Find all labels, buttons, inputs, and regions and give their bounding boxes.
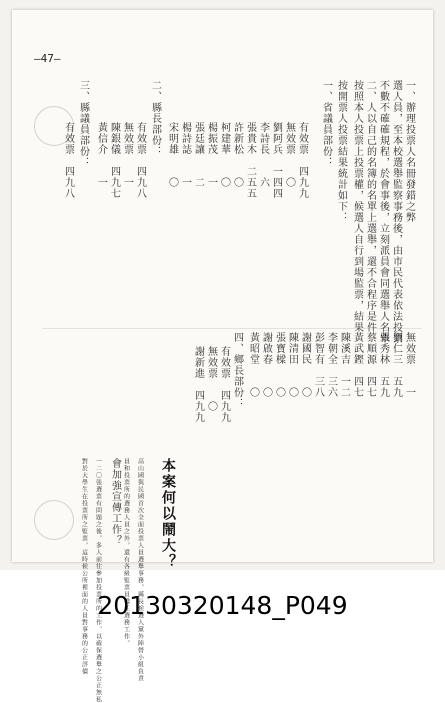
text-column: 張貴木 二五五 bbox=[244, 122, 256, 199]
article-paragraph: 會加強宣傳工作？ bbox=[109, 458, 121, 546]
stamp-mark bbox=[34, 500, 74, 540]
text-column: 一、辦理投票人名冊發錯之弊 bbox=[403, 80, 415, 223]
article-paragraph: 員和投票所的選務人員之外，還有各級監票員擔任選務工作。 bbox=[122, 458, 130, 647]
text-column: 二、縣長部份： bbox=[149, 80, 161, 157]
text-column: 謝啟春 〇 bbox=[260, 332, 272, 398]
text-column: 無效票 一 bbox=[403, 332, 415, 398]
text-column: 謝新進 四九九 bbox=[192, 346, 204, 423]
text-column: 黃武鏗 四七 bbox=[351, 332, 363, 398]
text-column: 張寶樑 〇 bbox=[273, 332, 285, 398]
text-column: 張秀林 五九 bbox=[377, 332, 389, 398]
text-column: 楊振茂 一 bbox=[205, 122, 217, 188]
text-column: 有效票 四九八 bbox=[134, 122, 146, 199]
text-column: 蔡順源 四七 bbox=[364, 332, 376, 398]
text-column: 二、人以自己的名簿的名單上選舉，還不合程序是件 bbox=[364, 80, 376, 333]
article-paragraph: 高山國與民國首次全面投票人員選舉事務，縣長候選人黨外陣營小組負責 bbox=[136, 458, 144, 682]
text-column: 按開票人投票結果統計如下： bbox=[335, 80, 347, 223]
text-column: 選人員，至本校選舉監察事務後，由市民代表依法投票 bbox=[390, 80, 402, 344]
article-paragraph: 對於大學生在投票所之監票，這時候公所裡面的人員對事務的公正評價 bbox=[80, 458, 88, 675]
text-column: 張廷讓 二 bbox=[192, 122, 204, 188]
text-column: 四、鄉長部份： bbox=[231, 332, 243, 409]
text-column: 按照本人投票上投票權，候選人自行到場監票，結果 bbox=[351, 80, 363, 333]
text-column: 李詩長 六 bbox=[257, 122, 269, 188]
text-column: 彭智有 三八 bbox=[312, 332, 324, 398]
text-column: 三、縣議員部份： bbox=[77, 80, 89, 168]
text-column: 宋明雄 〇 bbox=[166, 122, 178, 188]
page-number: —47— bbox=[34, 52, 61, 65]
text-column: 無效票 〇 bbox=[205, 346, 217, 412]
text-column: 有效票 四九八 bbox=[62, 122, 74, 199]
text-column: 許新松 〇 bbox=[231, 122, 243, 188]
text-column: 無效票 〇 bbox=[283, 122, 295, 188]
text-column: 黃昭堂 〇 bbox=[247, 332, 259, 398]
text-column: 陳溪吉 一二 bbox=[338, 332, 350, 398]
article-title: 本案何以鬧大？ bbox=[160, 458, 176, 570]
text-column: 李朝全 三六 bbox=[325, 332, 337, 398]
archive-id-caption: 20130320148_P049 bbox=[97, 591, 348, 620]
text-column: 劉仁三 五九 bbox=[390, 332, 402, 398]
text-column: 劉阿兵 一四四 bbox=[270, 122, 282, 199]
text-column: 無效票 一 bbox=[121, 122, 133, 188]
text-column: 有效票 四九九 bbox=[296, 122, 308, 199]
text-column: 陳銀儀 四九七 bbox=[108, 122, 120, 199]
article-paragraph: 一二〇張選票有問題之後，多人前往參加投票所的工作，以確保選舉之公正無私 bbox=[94, 458, 102, 703]
text-column: 有效票 四九九 bbox=[218, 346, 230, 423]
fold-line bbox=[42, 328, 422, 329]
text-column: 楊詩誌 一 bbox=[179, 122, 191, 188]
text-column: 一、省議員部份： bbox=[320, 80, 332, 168]
text-column: 柯建華 〇 bbox=[218, 122, 230, 188]
text-column: 不數不確確規程，於會事後，立刻派員會同選舉人名單 bbox=[377, 80, 389, 344]
text-column: 謝國民 〇 bbox=[299, 332, 311, 398]
text-column: 陳清田 〇 bbox=[286, 332, 298, 398]
text-column: 黃信介 一 bbox=[95, 122, 107, 188]
